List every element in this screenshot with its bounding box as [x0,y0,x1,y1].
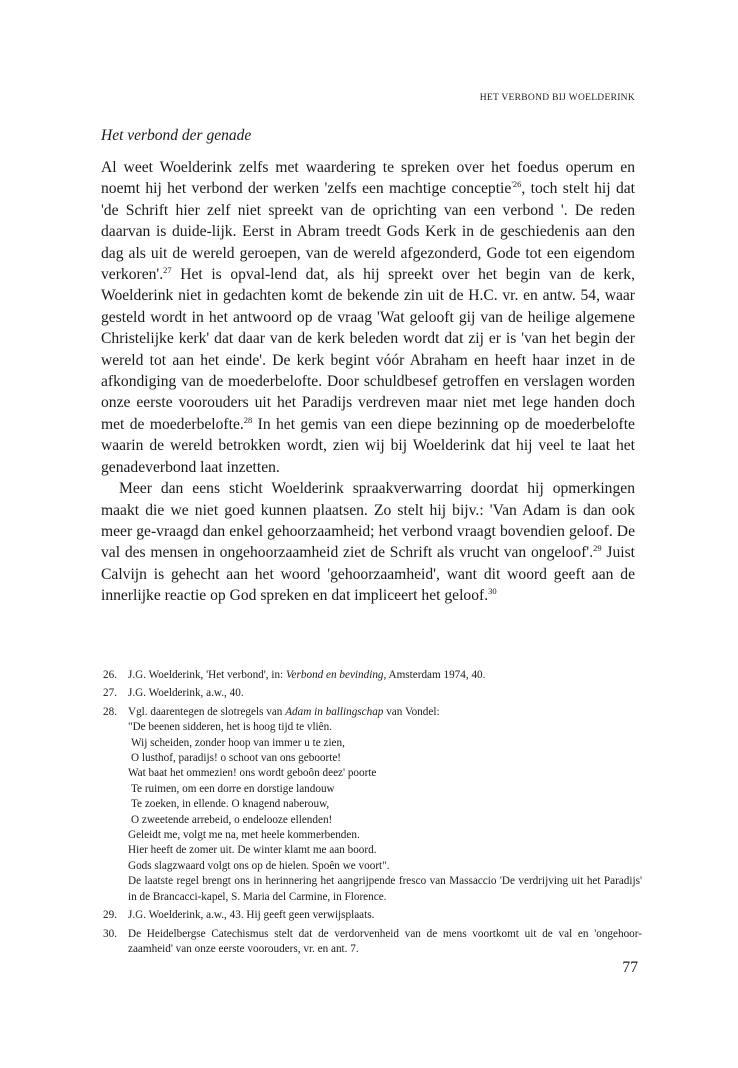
section-title: Het verbond der genade [101,127,252,144]
footnote-text [128,705,642,905]
footnote [103,927,642,958]
text-segment: J.G. Woelderink, a.w., 40. [128,687,244,700]
text-segment: , toch stelt hij dat 'de Schrift hier zelf niet spreekt van de oprichting van een verbond '. De reden daarvan is duide-lijk. Eerst in Abram treedt Gods Kerk in de geschiedenis aan den dag als uit de wereld geroepen, van de wereld afgezonderd, Gode tot een eigendom verkoren'. [101,180,635,284]
poem-line: Wat baat het ommezien! ons wordt geboôn deez' poorte [128,767,377,780]
running-head: HET VERBOND BIJ WOELDERINK [479,93,635,103]
poem-line: Te zoeken, in ellende. O knagend naberouw, [131,798,330,811]
poem-line: O lusthof, paradijs! o schoot van ons geboorte! [131,752,342,765]
body-text [101,157,635,607]
text-segment: De Heidelbergse Catechismus stelt dat de verdorvenheid van de mens voortkomt uit de val en 'ongehoor-zaamheid' van onze eerste voorouders, vr. en ant. 7. [128,927,642,955]
text-segment: Vgl. daarentegen de slotregels van [128,705,286,718]
footnote-ref: 27 [163,264,172,275]
footnote-continuation: De laatste regel brengt ons in herinnering het aangrijpende fresco van Massaccio 'De verdrijving uit het Paradijs' in de Brancacci-kapel, S. Maria del Carmine, in Florence. [128,875,642,903]
footnote-number: 30. [103,927,117,940]
text-segment: Juist Calvijn is gehecht aan het woord 'gehoorzaamheid', want dit woord geeft aan de innerlijke reactie op God spreken en dat impliceert het geloof. [101,544,635,605]
page-number: 77 [622,959,638,976]
poem-line: Te ruimen, om een dorre en dorstige landouw [131,782,335,795]
footnote-number: 27. [103,687,117,700]
footnote-text [128,927,642,958]
text-segment: J.G. Woelderink, a.w., 43. Hij geeft geen verwijsplaats. [128,909,375,922]
text-segment: In het gemis van een diepe bezinning op de moederbelofte waarin de wereld betrokken wordt, zien wij bij Woelderink dat hij veel te laat het genadeverbond laat inzetten. [101,415,635,476]
footnote [103,705,642,905]
footnote [103,908,642,923]
footnote-number: 29. [103,909,117,922]
footnote-number: 28. [103,705,117,718]
footnote-text [128,668,642,683]
poem-line: Wij scheiden, zonder hoop van immer u te zien, [131,736,345,749]
paragraph [101,478,635,606]
footnote [103,668,642,683]
footnote-text [128,908,642,923]
footnotes [103,668,642,960]
footnote [103,686,642,701]
poem-line: Gods slagzwaard volgt ons op de hielen. Spoên we voort". [128,859,390,872]
text-segment: Het is opval-lend dat, als hij spreekt over het begin van de kerk, Woelderink niet in gedachten komt de bekende zin uit de H.C. vr. en antw. 54, waar gesteld wordt in het antwoord op de vraag 'Wat gelooft gij van de heilige algemene Christelijke kerk' dat daar van de kerk beleden wordt dat zij er is 'van het begin der wereld tot aan het einde'. De kerk begint vóór Abraham en heeft haar inzet in de afkondiging van de moederbelofte. Door schuldbesef getroffen en verslagen worden onze eerste voorouders uit het Paradijs verdreven maar niet met lege handen doch met de moederbelofte. [101,266,635,433]
poem-line: Geleidt me, volgt me na, met heele kommerbenden. [128,829,360,842]
text-segment: Amsterdam 1974, 40. [386,669,486,681]
poem-line: "De beenen sidderen, het is hoog tijd te vliên. [128,721,333,734]
paragraph [101,157,635,478]
footnote-number: 26. [103,669,117,681]
footnote-ref: 28 [243,414,253,425]
footnote-text [128,686,642,701]
text-segment: Meer dan eens sticht Woelderink spraakverwarring doordat hij opmerkingen maakt die we niet goed kunnen plaatsen. Zo stelt hij bijv.: 'Van Adam is dan ook meer ge-vraagd dan enkel gehoorzaamheid; het verbond vraagt bovendien geloof. De val des mensen in ongehoorzaamheid ziet de Schrift als vrucht van ongeloof'. [101,480,635,562]
footnote-ref: 30 [488,585,497,596]
text-segment: Verbond en bevinding, [285,669,387,681]
footnote-ref: 29 [593,543,602,554]
footnote-ref: '26 [511,179,522,190]
poem-line: Hier heeft de zomer uit. De winter klamt me aan boord. [128,844,377,857]
text-segment: van Vondel: [383,705,440,718]
text-segment: J.G. Woelderink, 'Het verbond', in: [128,669,286,681]
text-segment: Al weet Woelderink zelfs met waardering te spreken over het foedus operum en noemt hij het verbond der werken 'zelfs een machtige conceptie [101,159,635,198]
poem-line: O zweetende arrebeid, o endelooze ellenden! [131,813,333,826]
text-segment: Adam in ballingschap [285,705,384,718]
